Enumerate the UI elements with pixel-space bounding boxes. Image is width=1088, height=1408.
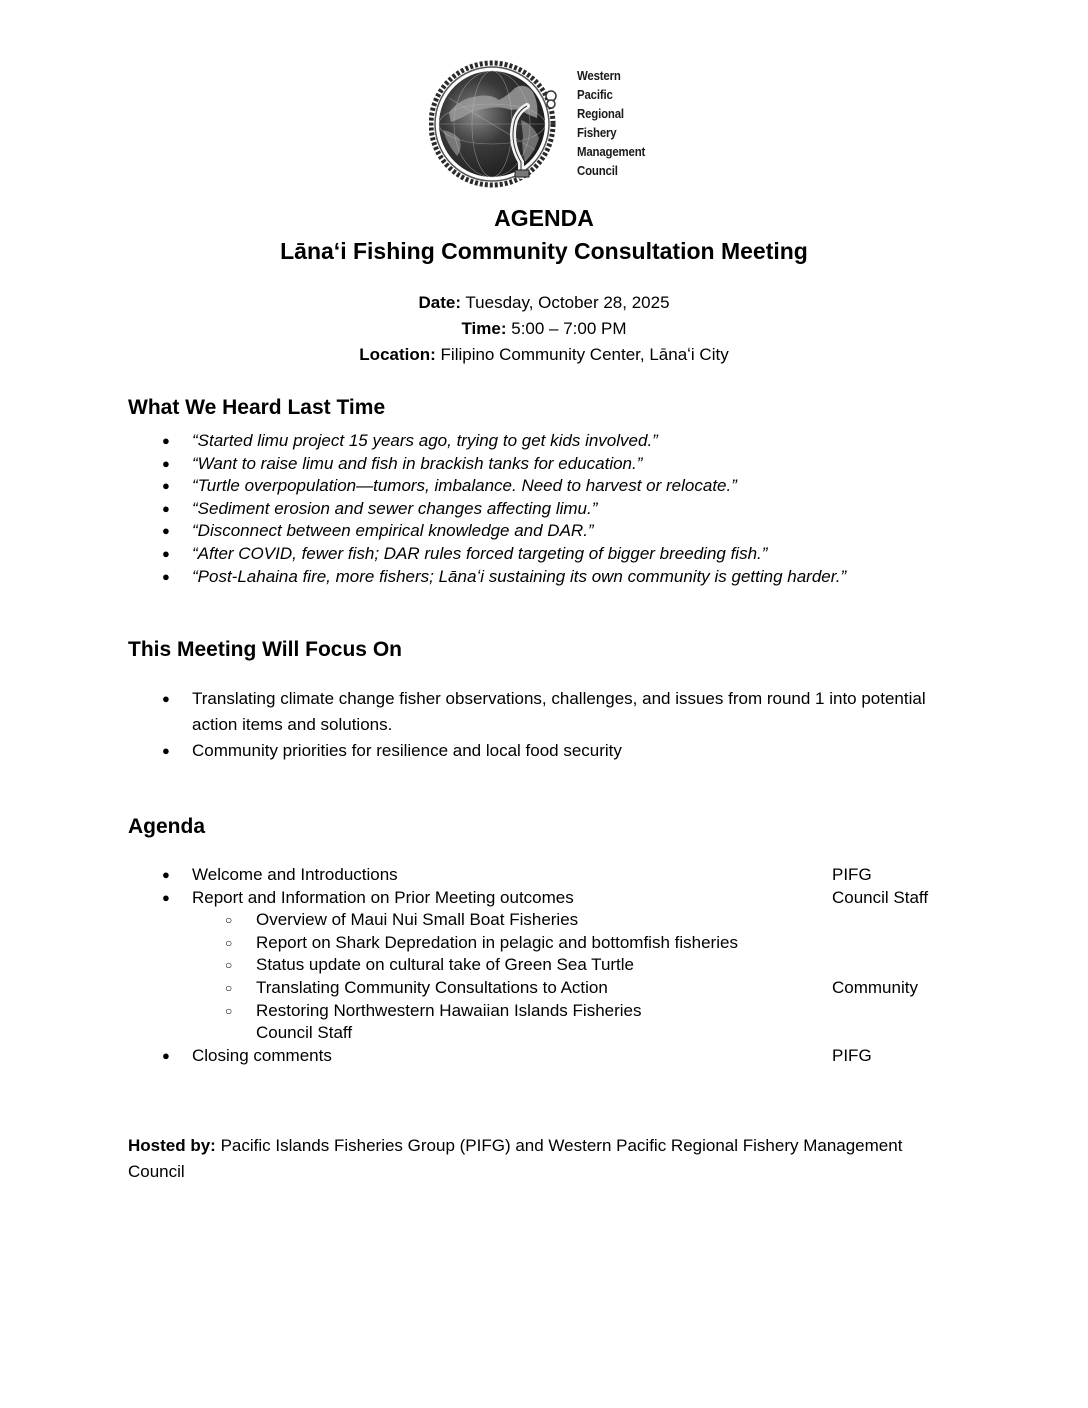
agenda-item-label: Status update on cultural take of Green Sea Turtle [256,955,635,975]
list-item [128,738,968,764]
list-item [128,520,968,543]
time-label: Time: [461,319,507,338]
circle-bullet-icon: ○ [225,935,233,950]
council-name [577,66,645,180]
logo-line: Council [577,163,618,178]
quote-text: “Post-Lahaina fire, more fishers; Lānaʻi sustaining its own community is getting harder.” [192,566,847,586]
bullet-icon: ● [162,433,170,448]
list-item [128,498,968,521]
list-item [128,430,968,453]
agenda-subitem [128,954,968,977]
date-value: Tuesday, October 28, 2025 [465,293,670,312]
bullet-icon: ● [162,478,170,494]
time-value: 5:00 – 7:00 PM [511,319,627,338]
agenda-item-label: Closing comments [192,1045,332,1065]
agenda-subitem [128,977,968,1000]
agenda-item-label: Restoring Northwestern Hawaiian Islands Fisheries [256,1000,642,1020]
list-item [128,566,968,589]
agenda-item-presenter: PIFG [832,1045,872,1065]
bullet-icon: ● [162,691,170,706]
quote-text: “Disconnect between empirical knowledge and DAR.” [192,521,594,541]
agenda-item-label: Overview of Maui Nui Small Boat Fisheries [256,910,579,930]
quote-text: “Want to raise limu and fish in brackish tanks for education.” [192,453,643,473]
bullet-icon: ● [162,500,170,516]
logo-line: Western [577,68,621,83]
heard-list [128,430,968,588]
agenda-item-label: Report on Shark Depredation in pelagic and bottomfish fisheries [256,932,738,952]
circle-bullet-icon: ○ [225,1003,233,1018]
list-item [128,453,968,476]
circle-bullet-icon: ○ [225,913,233,928]
hosted-by [128,1133,928,1185]
bullet-icon: ● [162,568,170,584]
agenda-item [128,864,968,887]
logo-line: Management [577,144,646,159]
bullet-icon: ● [162,455,170,471]
list-item [128,686,968,738]
bullet-icon: ● [162,867,170,882]
agenda-item [128,887,968,910]
focus-heading: This Meeting Will Focus On [128,638,402,661]
agenda-item-label: Report and Information on Prior Meeting outcomes [192,887,574,907]
heard-heading: What We Heard Last Time [128,396,386,419]
agenda-item-label: Translating Community Consultations to Action [256,977,608,997]
location-value: Filipino Community Center, Lānaʻi City [440,345,729,364]
quote-text: “After COVID, fewer fish; DAR rules forced targeting of bigger breeding fish.” [192,543,768,563]
meeting-date [0,290,1088,316]
agenda-subitem-continuation [128,1022,968,1045]
bullet-icon: ● [162,545,170,561]
focus-text: Community priorities for resilience and local food security [192,741,622,760]
agenda-subitem [128,909,968,932]
agenda-item-label: Council Staff [256,1023,353,1043]
date-label: Date: [418,293,461,312]
location-label: Location: [359,345,436,364]
logo-line: Pacific [577,87,613,102]
logo-line: Regional [577,106,624,121]
meeting-title: Lānaʻi Fishing Community Consultation Meeting [280,238,808,264]
bullet-icon: ● [162,1047,170,1063]
quote-text: “Sediment erosion and sewer changes affecting limu.” [192,498,598,518]
globe-emblem-icon [429,58,563,190]
agenda-list [128,864,968,1067]
council-logo [429,58,669,190]
agenda-item [128,1045,968,1068]
bullet-icon: ● [162,523,170,539]
meeting-location [0,342,1088,368]
bullet-icon: ● [162,743,170,758]
agenda-item-presenter: Council Staff [832,887,929,907]
list-item [128,543,968,566]
agenda-subitem [128,1000,968,1023]
bullet-icon: ● [162,889,170,905]
agenda-heading: Agenda [128,815,206,838]
list-item [128,475,968,498]
hosted-text: Pacific Islands Fisheries Group (PIFG) and Western Pacific Regional Fishery Management Council [128,1136,903,1181]
logo-line: Fishery [577,125,617,140]
circle-bullet-icon: ○ [225,980,233,995]
agenda-subitem [128,932,968,955]
agenda-item-presenter: Community [832,977,918,997]
hosted-label: Hosted by: [128,1136,216,1155]
circle-bullet-icon: ○ [225,958,233,973]
agenda-item-presenter: PIFG [832,865,872,884]
agenda-item-label: Welcome and Introductions [192,865,398,884]
focus-text: Translating climate change fisher observations, challenges, and issues from round 1 into potential action items and solutions. [192,689,926,734]
focus-list [128,686,968,764]
agenda-title: AGENDA [494,205,594,231]
quote-text: “Turtle overpopulation—tumors, imbalance. Need to harvest or relocate.” [192,476,737,496]
meeting-time [0,316,1088,342]
quote-text: “Started limu project 15 years ago, trying to get kids involved.” [192,431,658,450]
